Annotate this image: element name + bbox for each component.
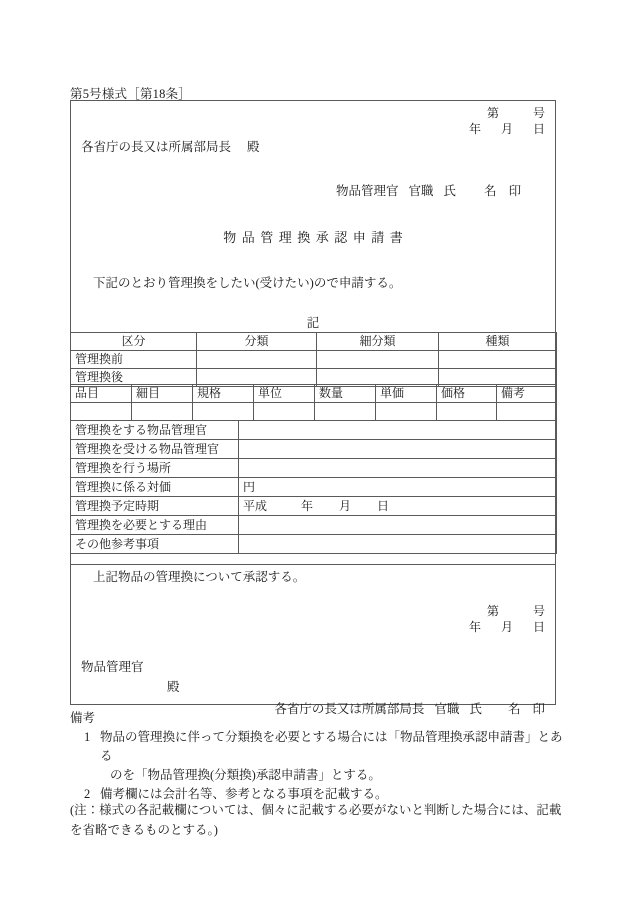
column-header: 種類 bbox=[439, 333, 557, 351]
remarks-title-text: 備考 bbox=[70, 711, 96, 725]
column-header: 単価 bbox=[376, 385, 437, 403]
row-cell[interactable] bbox=[317, 351, 439, 369]
signer-family-name: 氏 bbox=[469, 702, 482, 716]
approval-divider bbox=[70, 564, 556, 565]
row-cell[interactable] bbox=[497, 403, 557, 421]
row-cell[interactable] bbox=[254, 403, 315, 421]
lead-text: 下記のとおり管理換をしたい(受けたい)ので申請する。 bbox=[93, 276, 402, 290]
approval-text: 上記物品の管理換について承認する。 bbox=[93, 570, 306, 584]
approval-number-block bbox=[469, 603, 545, 635]
detail-value[interactable] bbox=[239, 421, 557, 440]
table-row bbox=[71, 421, 557, 440]
table-row bbox=[71, 516, 557, 535]
column-header: 区分 bbox=[71, 333, 197, 351]
approval-number-unit: 号 bbox=[532, 604, 545, 618]
document-number-block bbox=[469, 105, 545, 137]
detail-value[interactable] bbox=[239, 535, 557, 554]
detail-value[interactable] bbox=[239, 516, 557, 535]
remark-body bbox=[100, 728, 570, 785]
officer-seal: 印 bbox=[508, 184, 522, 198]
table-row bbox=[71, 535, 557, 554]
detail-value-date[interactable] bbox=[239, 497, 557, 516]
doc-number-label: 第 bbox=[486, 106, 499, 120]
table-row bbox=[71, 440, 557, 459]
detail-label: 管理換に係る対価 bbox=[71, 478, 239, 497]
doc-number-unit: 号 bbox=[532, 106, 545, 120]
addressee-name: 各省庁の長又は所属部局長 bbox=[81, 140, 232, 154]
row-cell[interactable] bbox=[197, 351, 317, 369]
row-cell[interactable] bbox=[437, 403, 497, 421]
signer-name: 各省庁の長又は所属部局長 bbox=[274, 702, 425, 716]
era-day: 日 bbox=[377, 499, 390, 513]
signer-post: 官職 bbox=[434, 702, 460, 716]
officer-role: 物品管理官 bbox=[336, 184, 399, 198]
signer-given-name: 名 bbox=[507, 702, 521, 716]
form-number: 第5号様式［第18条］ bbox=[70, 87, 191, 101]
row-cell[interactable] bbox=[71, 403, 132, 421]
remark-line: 備考欄には会計名等、参考となる事項を記載する。 bbox=[100, 787, 388, 801]
officer-family-name: 氏 bbox=[443, 184, 457, 198]
document-title: 物品管理換承認申請書 bbox=[223, 230, 409, 245]
doc-date-year: 年 bbox=[468, 122, 481, 136]
column-header: 備考 bbox=[497, 385, 557, 403]
column-header: 分類 bbox=[197, 333, 317, 351]
row-cell[interactable] bbox=[193, 403, 254, 421]
row-cell[interactable] bbox=[132, 403, 193, 421]
approval-recipient-role: 物品管理官 bbox=[81, 660, 144, 674]
row-label: 管理換前 bbox=[71, 351, 197, 369]
approval-number-label: 第 bbox=[486, 604, 499, 618]
era-month: 月 bbox=[339, 499, 352, 513]
table-row bbox=[71, 459, 557, 478]
detail-label: 管理換を必要とする理由 bbox=[71, 516, 239, 535]
officer-signature-line bbox=[336, 181, 521, 199]
detail-label: 管理換を受ける物品管理官 bbox=[71, 440, 239, 459]
remark-number: 2 bbox=[84, 787, 91, 801]
column-header: 価格 bbox=[437, 385, 497, 403]
approval-date-year: 年 bbox=[468, 620, 481, 634]
column-header: 品目 bbox=[71, 385, 132, 403]
form-border-box bbox=[70, 100, 556, 716]
column-header: 細目 bbox=[132, 385, 193, 403]
ki-mark: 記 bbox=[306, 316, 320, 330]
detail-value[interactable] bbox=[239, 459, 557, 478]
column-header: 単位 bbox=[254, 385, 315, 403]
classification-table bbox=[70, 332, 557, 387]
table-header-row bbox=[71, 385, 557, 403]
items-table bbox=[70, 384, 557, 421]
detail-label: 管理換予定時期 bbox=[71, 497, 239, 516]
row-cell[interactable] bbox=[376, 403, 437, 421]
signer-seal: 印 bbox=[532, 702, 545, 716]
detail-label: 管理換を行う場所 bbox=[71, 459, 239, 478]
table-row bbox=[71, 497, 557, 516]
remarks-title bbox=[70, 709, 570, 728]
table-row bbox=[71, 478, 557, 497]
remark-line-continued: のを「物品管理換(分類換)承認申請書」とする。 bbox=[110, 768, 381, 782]
footnote: (注：様式の各記載欄については、個々に記載する必要がないと判断した場合には、記載を省略できるものとする。) bbox=[70, 803, 562, 837]
row-label: 管理換後 bbox=[71, 369, 197, 387]
remark-number: 1 bbox=[84, 730, 91, 744]
era-year: 年 bbox=[301, 499, 314, 513]
officer-post: 官職 bbox=[408, 184, 434, 198]
detail-value[interactable] bbox=[239, 440, 557, 459]
addressee-line bbox=[81, 137, 260, 155]
approval-date-day: 日 bbox=[532, 620, 545, 634]
row-cell[interactable] bbox=[439, 351, 557, 369]
column-header: 細分類 bbox=[317, 333, 439, 351]
remarks-section bbox=[70, 709, 570, 804]
column-header: 規格 bbox=[193, 385, 254, 403]
details-table bbox=[70, 420, 557, 554]
addressee-honorific: 殿 bbox=[247, 140, 260, 154]
row-cell[interactable] bbox=[315, 403, 376, 421]
doc-date-day: 日 bbox=[532, 122, 545, 136]
remark-line: 物品の管理換に伴って分類換を必要とする場合には「物品管理換承認申請書」とある bbox=[100, 730, 563, 763]
remark-item bbox=[70, 728, 570, 785]
table-row bbox=[71, 403, 557, 421]
table-row bbox=[71, 351, 557, 369]
approval-recipient-honorific: 殿 bbox=[167, 680, 180, 694]
detail-value-currency[interactable]: 円 bbox=[239, 478, 557, 497]
detail-label: その他参考事項 bbox=[71, 535, 239, 554]
column-header: 数量 bbox=[315, 385, 376, 403]
detail-label: 管理換をする物品管理官 bbox=[71, 421, 239, 440]
era-name: 平成 bbox=[243, 499, 268, 513]
table-header-row bbox=[71, 333, 557, 351]
approval-date-month: 月 bbox=[500, 620, 513, 634]
officer-given-name: 名 bbox=[484, 184, 497, 198]
doc-date-month: 月 bbox=[500, 122, 513, 136]
